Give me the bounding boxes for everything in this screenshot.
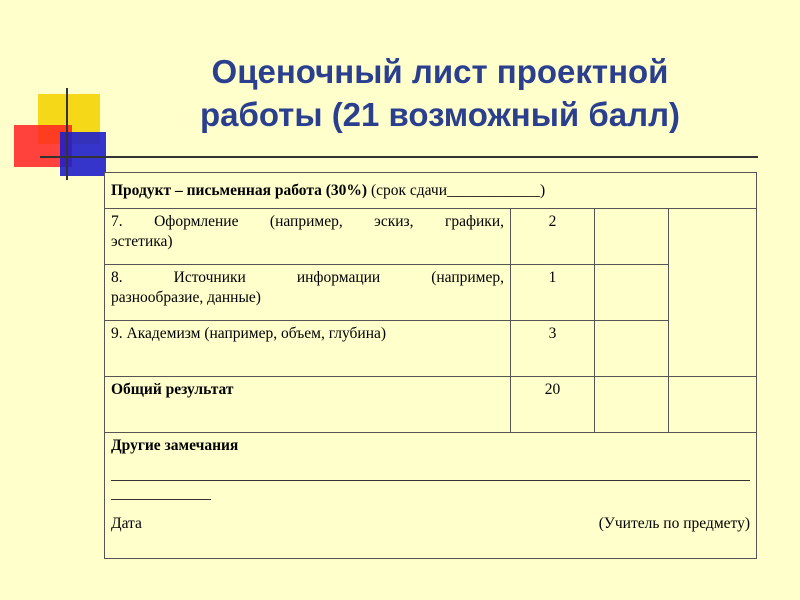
points-cell: 2 [511, 209, 595, 265]
deadline-text: (срок сдачи____________) [367, 181, 546, 199]
criterion-text: 8. Источники информации (например, [111, 269, 504, 286]
table-header-row [105, 173, 757, 209]
score-cell[interactable] [595, 321, 669, 377]
decor-vertical-line [66, 88, 68, 180]
total-comment-cell[interactable] [669, 377, 757, 433]
teacher-label: (Учитель по предмету) [598, 515, 750, 532]
remarks-label: Другие замечания [111, 437, 239, 454]
points-cell: 1 [511, 265, 595, 321]
comment-cell[interactable] [669, 209, 757, 377]
table-row [105, 321, 757, 377]
total-score-cell[interactable] [595, 377, 669, 433]
score-cell[interactable] [595, 209, 669, 265]
total-row [105, 377, 757, 433]
criterion-text: 9. Академизм (например, объем, глубина) [111, 325, 387, 342]
signature-row [111, 514, 750, 534]
total-label: Общий результат [111, 381, 234, 398]
title-line-2: работы (21 возможный балл) [199, 96, 681, 133]
remarks-row [105, 433, 757, 559]
remarks-line-2[interactable] [111, 481, 211, 500]
remarks-line-1[interactable] [111, 462, 750, 481]
table-row [105, 209, 757, 265]
criterion-text-cont: разнообразие, данные) [111, 289, 261, 306]
criterion-text-cont: эстетика) [111, 233, 173, 250]
score-cell[interactable] [595, 265, 669, 321]
title-line-1: Оценочный лист проектной [211, 53, 669, 90]
evaluation-table [104, 172, 757, 559]
date-label: Дата [111, 515, 142, 532]
points-cell: 3 [511, 321, 595, 377]
page-title [120, 50, 760, 136]
decor-horizontal-line [40, 156, 758, 158]
table-row [105, 265, 757, 321]
product-header: Продукт – письменная работа (30%) [111, 181, 368, 199]
total-value: 20 [511, 377, 595, 433]
criterion-text: 7. Оформление (например, эскиз, графики, [111, 213, 504, 230]
remarks-lines[interactable] [111, 462, 750, 500]
